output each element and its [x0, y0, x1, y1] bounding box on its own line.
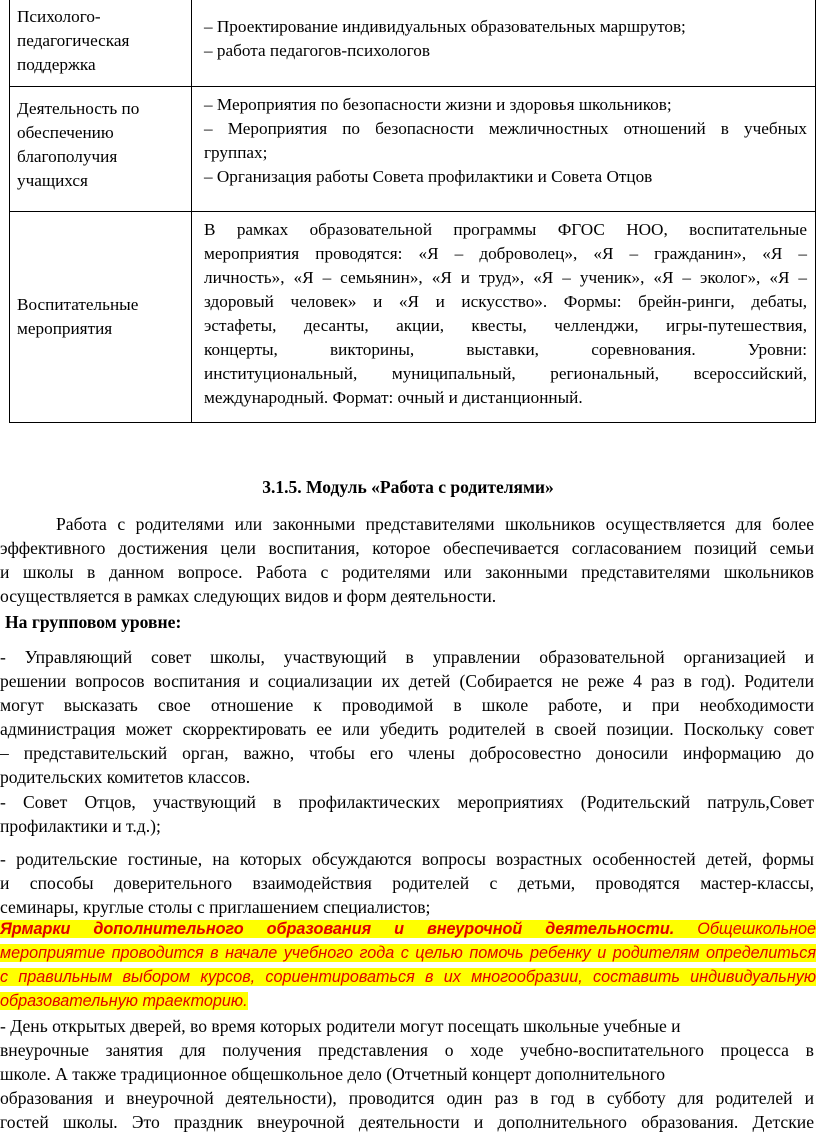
paragraph-line: профилактики и т.д.);	[0, 816, 161, 836]
paragraph-line: - Управляющий совет школы, участвующий в управлении образовательной организацией и	[0, 647, 814, 667]
table-row	[10, 0, 816, 87]
paragraph-line: и способы доверительного взаимодействия родителей с детьми, проводятся мастер-классы,	[0, 873, 814, 893]
paragraph-line: эффективного достижения цели воспитания, которое обеспечивается согласованием позиций семьи	[0, 538, 814, 558]
label-line: мероприятия	[17, 319, 113, 338]
paragraph-line: решении вопросов воспитания и социализации их детей (Собирается не реже 4 раз в год). Родители	[0, 671, 814, 691]
paragraph-line: - День открытых дверей, во время которых родители могут посещать школьные учебные и	[0, 1016, 681, 1036]
content-line: – Организация работы Совета профилактики и Совета Отцов	[204, 167, 653, 186]
content-line: – Мероприятия по безопасности межличностных отношений в учебных	[204, 119, 807, 138]
content-line: международный. Формат: очный и дистанционный.	[204, 388, 583, 407]
content-line: – Проектирование индивидуальных образовательных маршрутов;	[204, 17, 686, 36]
paragraph-line: и школы в данном вопросе. Работа с родителями или законными представителями школьников	[0, 562, 814, 582]
paragraph-line	[0, 965, 816, 989]
content-line: мероприятия проводятся: «Я – доброволец», «Я – гражданин», «Я –	[204, 244, 807, 263]
label-line: Психолого-	[17, 7, 101, 26]
paragraph-line: – представительский орган, важно, чтобы его члены добросовестно доносили информацию до	[0, 743, 814, 763]
highlighted-text: мероприятие проводится в начале учебного года с целью помочь ребенку и родителям определиться	[0, 944, 816, 962]
open-day-paragraph	[0, 1014, 814, 1134]
highlighted-text: образовательную траекторию.	[0, 992, 248, 1010]
section-heading: 3.1.5. Модуль «Работа с родителями»	[262, 477, 554, 497]
paragraph-line: Работа с родителями или законными представителями школьников осуществляется для более	[56, 514, 814, 534]
label-line: Воспитательные	[17, 295, 139, 314]
paragraph-line: - Совет Отцов, участвующий в профилактических мероприятиях (Родительский патруль,Совет	[0, 792, 814, 812]
paragraph-line	[0, 917, 816, 941]
label-line: обеспечению	[17, 123, 114, 142]
row-content	[192, 87, 816, 212]
parent-lounges-paragraph	[0, 847, 814, 919]
fair-title: Ярмарки дополнительного образования и внеурочной деятельности.	[0, 920, 675, 938]
group-level-subheading: На групповом уровне:	[5, 612, 182, 632]
label-line: благополучия	[17, 147, 118, 166]
paragraph-line: родительских комитетов классов.	[0, 767, 251, 787]
intro-paragraph	[0, 512, 814, 608]
label-line: поддержка	[17, 55, 96, 74]
label-line: учащихся	[17, 171, 88, 190]
row-label	[10, 0, 192, 87]
paragraph-line: могут высказать свое отношение к проводимой в школе работе, и при необходимости	[0, 695, 814, 715]
modules-table	[9, 0, 816, 423]
fair-highlighted-paragraph	[0, 917, 816, 1013]
paragraph-line: семинары, круглые столы с приглашением специалистов;	[0, 897, 431, 917]
content-line: – работа педагогов-психологов	[204, 41, 430, 60]
paragraph-line: - родительские гостиные, на которых обсуждаются вопросы возрастных особенностей детей, формы	[0, 849, 814, 869]
paragraph-line	[0, 941, 816, 965]
paragraph-line: школе. А также традиционное общешкольное дело (Отчетный концерт дополнительного	[0, 1064, 666, 1084]
label-line: педагогическая	[17, 31, 130, 50]
council-paragraph	[0, 645, 814, 789]
row-content	[192, 0, 816, 87]
paragraph-line: внеурочные занятия для получения представления о ходе учебно-воспитательного процесса в	[0, 1040, 814, 1060]
paragraph-line: образования и внеурочной деятельности), проводится один раз в год в субботу для родителей и	[0, 1088, 814, 1108]
paragraph-line: администрация может скорректировать ее или убедить родителей в своей позиции. Поскольку совет	[0, 719, 814, 739]
row-label	[10, 87, 192, 212]
paragraph-line: гостей школы. Это праздник внеурочной деятельности и дополнительного образования. Детские	[0, 1112, 814, 1132]
content-line: – Мероприятия по безопасности жизни и здоровья школьников;	[204, 95, 672, 114]
paragraph-line: осуществляется в рамках следующих видов и форм деятельности.	[0, 586, 497, 606]
highlighted-text: с правильным выбором курсов, сориентироваться в их многообразии, составить индивидуальную	[0, 968, 816, 986]
content-line: личность», «Я – семьянин», «Я и труд», «Я – ученик», «Я – эколог», «Я –	[204, 268, 807, 287]
table-row	[10, 87, 816, 212]
content-line: здоровый человек» и «Я и искусство». Формы: брейн-ринги, дебаты,	[204, 292, 807, 311]
row-label	[10, 212, 192, 423]
fair-first-line-rest: Общешкольное	[674, 920, 816, 938]
content-line: группах;	[204, 143, 268, 162]
content-line: институциональный, муниципальный, региональный, всероссийский,	[204, 364, 807, 383]
table-row	[10, 212, 816, 423]
content-line: В рамках образовательной программы ФГОС НОО, воспитательные	[204, 220, 807, 239]
content-line: эстафеты, десанты, акции, квесты, челленджи, игры-путешествия,	[204, 316, 807, 335]
content-line: концерты, викторины, выставки, соревнования. Уровни:	[204, 340, 807, 359]
paragraph-line	[0, 989, 816, 1013]
label-line: Деятельность по	[17, 99, 140, 118]
row-content	[192, 212, 816, 423]
fathers-council-paragraph	[0, 790, 814, 838]
